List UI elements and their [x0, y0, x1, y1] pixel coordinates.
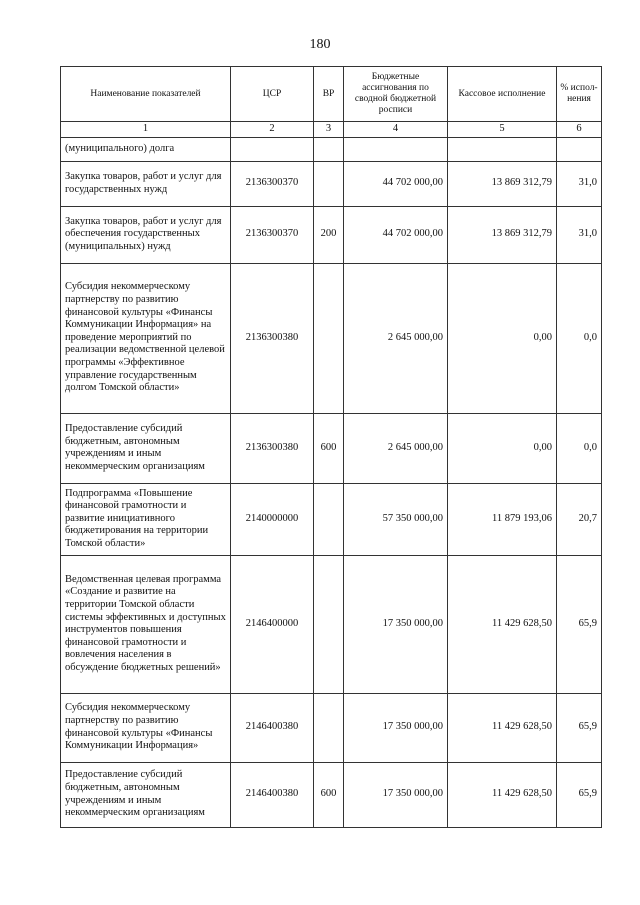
column-number: 1: [61, 122, 231, 138]
row-csr: 2146400380: [231, 762, 314, 827]
header-cash: Кассовое исполнение: [448, 67, 557, 122]
row-csr: 2146400380: [231, 693, 314, 762]
row-cash: 11 429 628,50: [448, 762, 557, 827]
row-name: (муниципального) долга: [61, 137, 231, 161]
row-csr: 2140000000: [231, 483, 314, 555]
row-vr: [314, 693, 344, 762]
row-cash: 11 429 628,50: [448, 555, 557, 693]
header-budget: Бюджетные ассигнования по сводной бюджетной росписи: [344, 67, 448, 122]
row-cash: [448, 137, 557, 161]
row-budget: [344, 137, 448, 161]
table-row: [61, 263, 602, 413]
row-vr: [314, 161, 344, 206]
row-pct: 20,7: [557, 483, 602, 555]
row-pct: 65,9: [557, 762, 602, 827]
row-cash: 11 879 193,06: [448, 483, 557, 555]
table-row: [61, 161, 602, 206]
row-vr: 600: [314, 413, 344, 483]
row-vr: [314, 555, 344, 693]
row-csr: 2146400000: [231, 555, 314, 693]
row-name: Субсидия некоммерческому партнерству по развитию финансовой культуры «Финансы Коммуникации Информация»: [61, 693, 231, 762]
row-budget: 57 350 000,00: [344, 483, 448, 555]
column-number: 2: [231, 122, 314, 138]
header-vr: ВР: [314, 67, 344, 122]
row-csr: 2136300380: [231, 413, 314, 483]
row-csr: 2136300370: [231, 161, 314, 206]
row-budget: 44 702 000,00: [344, 161, 448, 206]
header-pct: % испол-нения: [557, 67, 602, 122]
row-cash: 13 869 312,79: [448, 206, 557, 263]
row-name: Закупка товаров, работ и услуг для государственных нужд: [61, 161, 231, 206]
table-row: [61, 206, 602, 263]
row-vr: [314, 137, 344, 161]
row-vr: [314, 483, 344, 555]
row-budget: 2 645 000,00: [344, 263, 448, 413]
row-budget: 44 702 000,00: [344, 206, 448, 263]
row-pct: [557, 137, 602, 161]
row-pct: 65,9: [557, 693, 602, 762]
row-name: Подпрограмма «Повышение финансовой грамотности и развитие инициативного бюджетирования на территории Томской области»: [61, 483, 231, 555]
budget-execution-table: [60, 66, 602, 828]
row-pct: 0,0: [557, 413, 602, 483]
header-name: Наименование показателей: [61, 67, 231, 122]
row-name: Ведомственная целевая программа «Создание и развитие на территории Томской области системы эффективных и доступных инструментов повышения финансовой грамотности и вовлечения населения в обсуждение бюджетных решений»: [61, 555, 231, 693]
row-name: Предоставление субсидий бюджетным, автономным учреждениям и иным некоммерческим организациям: [61, 762, 231, 827]
row-cash: 0,00: [448, 413, 557, 483]
column-number: 5: [448, 122, 557, 138]
row-budget: 17 350 000,00: [344, 555, 448, 693]
row-csr: 2136300380: [231, 263, 314, 413]
row-pct: 31,0: [557, 206, 602, 263]
page-number: 180: [309, 37, 331, 52]
row-budget: 2 645 000,00: [344, 413, 448, 483]
row-name: Субсидия некоммерческому партнерству по развитию финансовой культуры «Финансы Коммуникации Информация» на проведение мероприятий по реализации ведомственной целевой программы «Эффективное управление государственным долгом Томской области»: [61, 263, 231, 413]
header-csr: ЦСР: [231, 67, 314, 122]
table-header-row: [61, 67, 602, 122]
column-number: 3: [314, 122, 344, 138]
table-row: [61, 413, 602, 483]
row-pct: 31,0: [557, 161, 602, 206]
row-name: Закупка товаров, работ и услуг для обеспечения государственных (муниципальных) нужд: [61, 206, 231, 263]
column-number: 4: [344, 122, 448, 138]
table-row: [61, 483, 602, 555]
row-cash: 0,00: [448, 263, 557, 413]
row-vr: [314, 263, 344, 413]
table-row: [61, 555, 602, 693]
table-row: [61, 137, 602, 161]
row-budget: 17 350 000,00: [344, 762, 448, 827]
column-number-row: [61, 122, 602, 138]
table-row: [61, 693, 602, 762]
row-cash: 13 869 312,79: [448, 161, 557, 206]
row-name: Предоставление субсидий бюджетным, автономным учреждениям и иным некоммерческим организациям: [61, 413, 231, 483]
row-csr: 2136300370: [231, 206, 314, 263]
row-pct: 0,0: [557, 263, 602, 413]
column-number: 6: [557, 122, 602, 138]
row-budget: 17 350 000,00: [344, 693, 448, 762]
row-csr: [231, 137, 314, 161]
row-vr: 600: [314, 762, 344, 827]
row-pct: 65,9: [557, 555, 602, 693]
table-row: [61, 762, 602, 827]
row-cash: 11 429 628,50: [448, 693, 557, 762]
row-vr: 200: [314, 206, 344, 263]
